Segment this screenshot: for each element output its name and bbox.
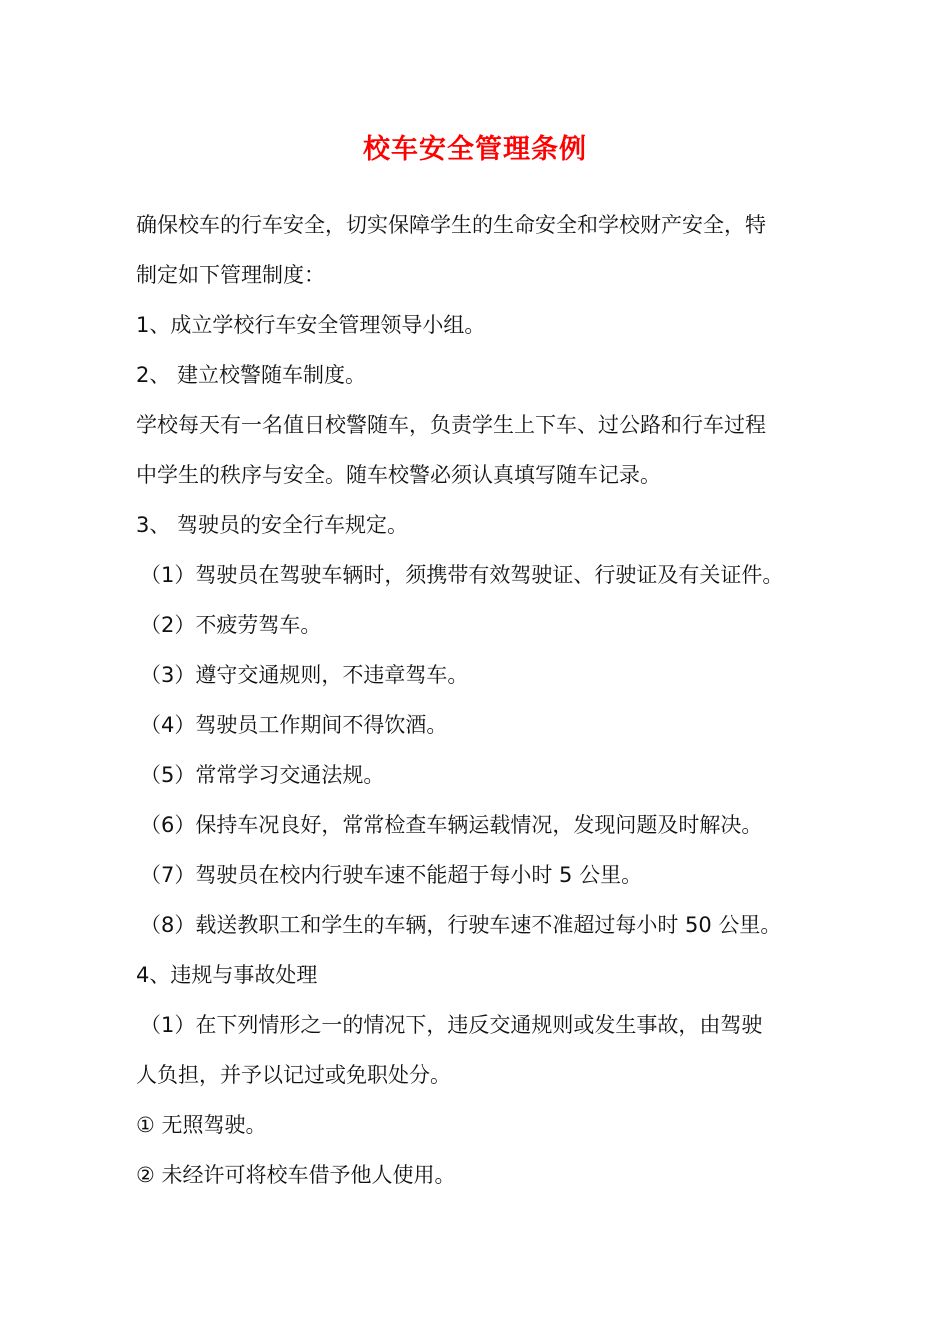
paragraph-line: 中学生的秩序与安全。随车校警必须认真填写随车记录。 [136, 463, 661, 487]
section-heading: 3、 驾驶员的安全行车规定。 [136, 513, 409, 537]
section-heading: 2、 建立校警随车制度。 [136, 363, 367, 387]
list-item: （5）常常学习交通法规。 [140, 763, 385, 787]
section-heading: 1、成立学校行车安全管理领导小组。 [136, 313, 486, 337]
list-item: （4）驾驶员工作期间不得饮酒。 [140, 713, 448, 737]
list-item: ① 无照驾驶。 [136, 1113, 267, 1137]
list-item: （7）驾驶员在校内行驶车速不能超于每小时 5 公里。 [140, 863, 643, 887]
paragraph-line: 学校每天有一名值日校警随车，负责学生上下车、过公路和行车过程 [136, 413, 766, 437]
list-item: （6）保持车况良好，常常检查车辆运载情况，发现问题及时解决。 [140, 813, 763, 837]
section-heading: 4、违规与事故处理 [136, 963, 318, 987]
list-item: （2）不疲劳驾车。 [140, 613, 322, 637]
paragraph-line: 制定如下管理制度： [136, 263, 325, 287]
list-item: ② 未经许可将校车借予他人使用。 [136, 1163, 456, 1187]
document-body [136, 200, 826, 1200]
list-item: （1）在下列情形之一的情况下，违反交通规则或发生事故，由驾驶 [140, 1013, 763, 1037]
paragraph-line: 人负担，并予以记过或免职处分。 [136, 1063, 451, 1087]
paragraph-line: 确保校车的行车安全，切实保障学生的生命安全和学校财产安全，特 [136, 213, 766, 237]
list-item: （1）驾驶员在驾驶车辆时，须携带有效驾驶证、行驶证及有关证件。 [140, 563, 784, 587]
list-item: （3）遵守交通规则，不违章驾车。 [140, 663, 469, 687]
list-item: （8）载送教职工和学生的车辆，行驶车速不准超过每小时 50 公里。 [140, 913, 782, 937]
document-title: 校车安全管理条例 [363, 134, 587, 165]
